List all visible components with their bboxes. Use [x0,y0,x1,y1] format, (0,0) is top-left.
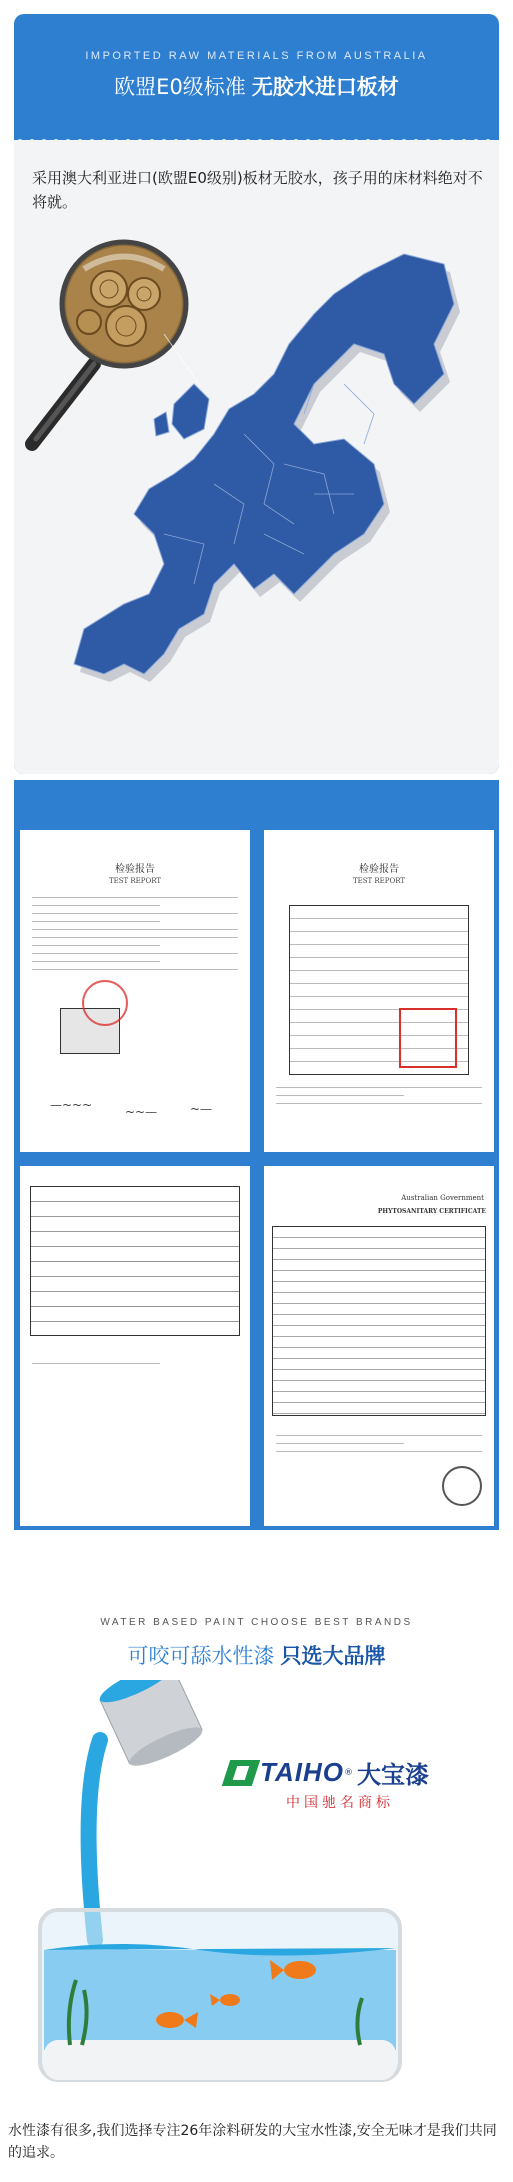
europe-map-illustration [14,234,499,704]
logo-tagline: 中国驰名商标 [286,1795,394,1811]
phyto-table [272,1226,486,1416]
phyto-gov-label: Australian Government [401,1194,484,1202]
brand-subtitle: WATER BASED PAINT CHOOSE BEST BRANDS [100,1617,413,1628]
report-notes [264,1080,494,1111]
red-seal-stamp [82,980,128,1026]
highlight-box [399,1008,457,1068]
logo-chinese: 大宝漆 [356,1761,429,1789]
hero-title [14,71,499,101]
test-report-certificate-1 [20,830,250,1152]
hero-title-bold: 无胶水进口板材 [251,75,399,99]
logo-english: TAIHO [260,1757,344,1787]
brand-title-bold: 只选大品牌 [280,1644,386,1668]
report-text-lines [20,897,250,970]
hero-subtitle: IMPORTED RAW MATERIALS FROM AUSTRALIA [85,50,428,62]
report-title-en: TEST REPORT [352,877,406,885]
logo-main [226,1755,476,1790]
phyto-seal [442,1466,482,1506]
hero-banner [14,14,499,774]
declaration-table [30,1186,240,1336]
test-report-certificate-2 [264,830,494,1152]
scallop-bottom-border [14,704,499,718]
report-title-cn: 检验报告 [115,864,155,875]
taiho-logo-mark-icon [222,1760,260,1786]
signature: ~~— [125,1105,158,1119]
signature: ~— [190,1102,213,1116]
footer-text: 水性漆有很多,我们选择专注26年涂料研发的大宝水性漆,安全无味才是我们共同的追求。 [8,2123,497,2161]
report-title-cn: 检验报告 [359,864,399,875]
certificate-gallery [14,830,499,1530]
paint-aquarium-illustration [0,1680,513,2100]
taiho-brand-logo [226,1755,476,1812]
phyto-footer [264,1428,494,1459]
brand-title-normal: 可咬可舔水性漆 [127,1644,275,1668]
logo-registered-mark: ® [343,1767,353,1778]
phyto-title: PHYTOSANITARY CERTIFICATE [377,1208,486,1215]
signature: —~~~ [50,1098,93,1112]
hero-title-normal: 欧盟E0级标准 [114,75,246,99]
report-title-en: TEST REPORT [108,877,162,885]
brand-title [0,1640,513,1670]
declaration-text [20,1356,250,1371]
customs-declaration-certificate [20,1166,250,1526]
phytosanitary-certificate [264,1166,494,1526]
intro-text: 采用澳大利亚进口(欧盟E0级别)板材无胶水，孩子用的床材料绝对不将就。 [32,169,483,211]
